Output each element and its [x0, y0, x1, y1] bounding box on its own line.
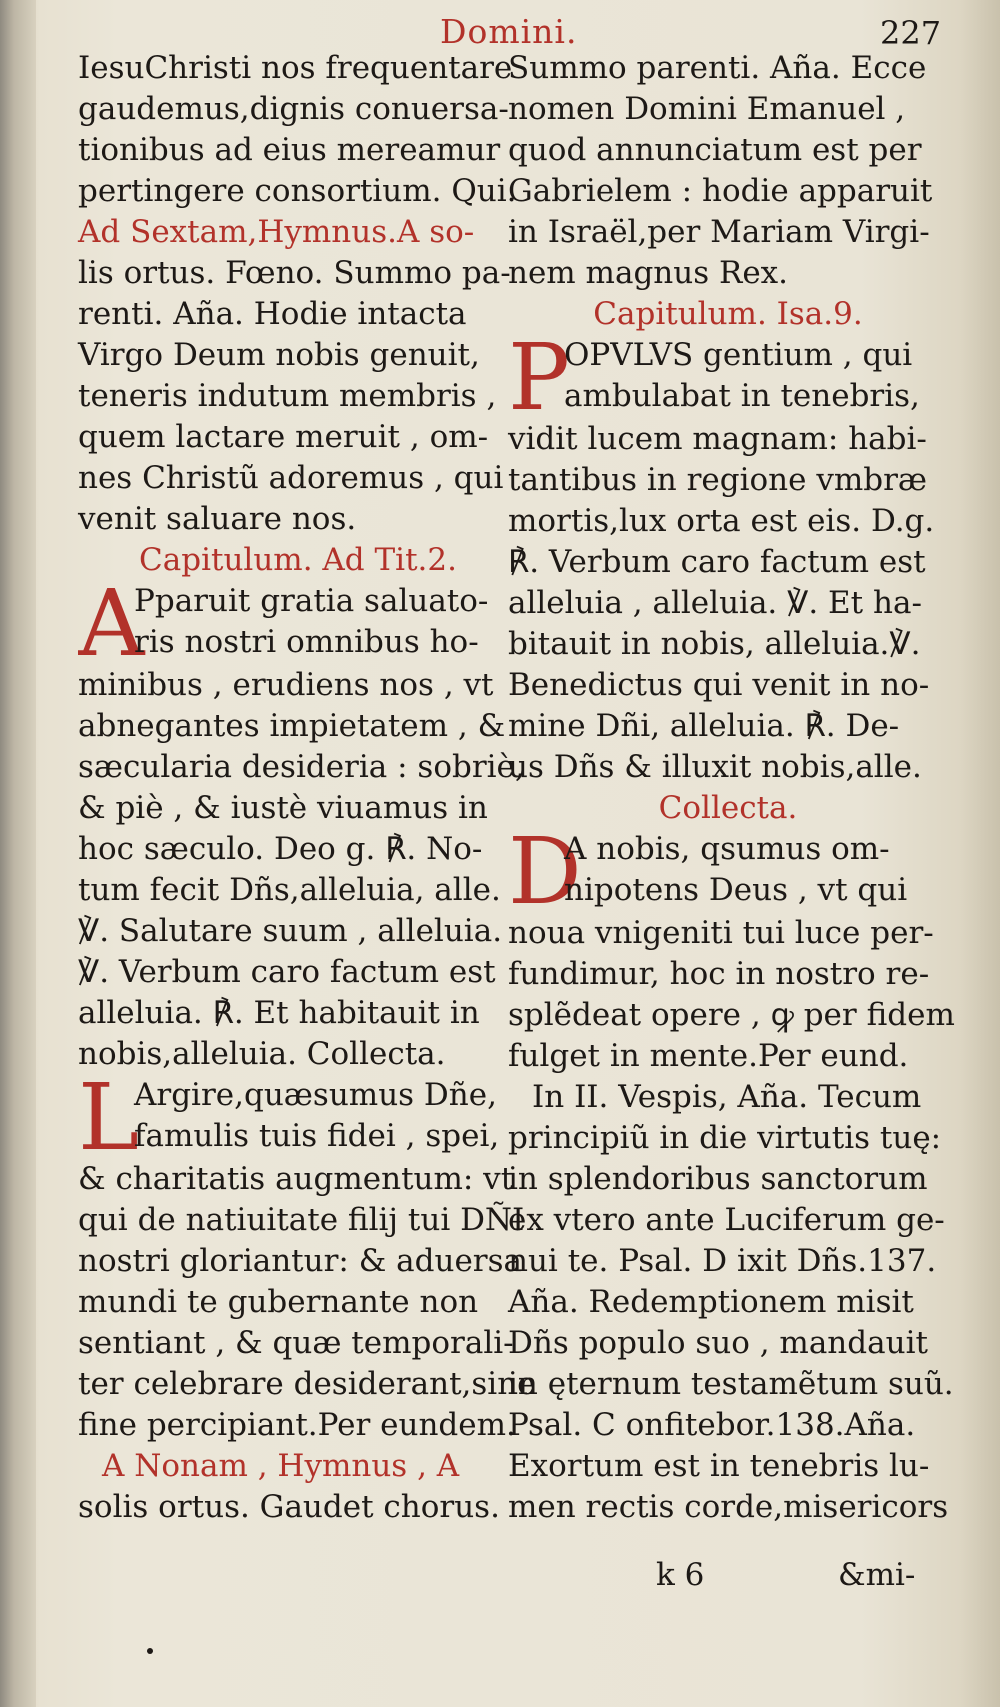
- text-line: nes Christũ adoremus , qui: [78, 460, 504, 496]
- text-line: in Israël,per Mariam Virgi-: [508, 214, 930, 250]
- text-line: Pparuit gratia saluato-: [134, 583, 489, 619]
- text-line: fundimur, hoc in nostro re-: [508, 956, 930, 992]
- text-line: in ęternum testamẽtum suũ.: [508, 1366, 954, 1402]
- text-line: teneris indutum membris ,: [78, 378, 497, 414]
- text-line: fine percipiant.Per eundem.: [78, 1407, 516, 1443]
- paragraph-populus: [508, 335, 948, 419]
- text-line: bitauit in nobis, alleluia.℣.: [508, 626, 921, 662]
- text-line: nipotens Deus , vt qui: [564, 872, 908, 908]
- running-head-title: Domini.: [440, 12, 578, 51]
- text-line: ambulabat in tenebris,: [564, 378, 920, 414]
- text-line: Gabrielem : hodie apparuit: [508, 173, 933, 209]
- text-line: lis ortus. Fœno. Summo pa-: [78, 255, 511, 291]
- text-line: principiũ in die virtutis tuę:: [508, 1120, 942, 1156]
- page-footer: [508, 1557, 948, 1598]
- text-line: A nobis, qsumus om-: [564, 831, 890, 867]
- text-line: famulis tuis fidei , spei,: [134, 1118, 500, 1154]
- right-column: [508, 48, 955, 1528]
- drop-cap-initial: L: [78, 1075, 140, 1159]
- text-line: gaudemus,dignis conuersa-: [78, 91, 509, 127]
- text-line: nomen Domini Emanuel ,: [508, 91, 906, 127]
- capitulum-heading: Capitulum. Isa.9.: [593, 296, 863, 332]
- text-line: Aña. Redemptionem misit: [508, 1284, 914, 1320]
- paragraph-largire: [78, 1075, 518, 1159]
- text-line: alleluia , alleluia. ℣. Et ha-: [508, 585, 922, 621]
- catchword: &mi-: [838, 1557, 916, 1593]
- text-line: venit saluare nos.: [78, 501, 357, 537]
- text-line: ℟. Verbum caro factum est: [508, 544, 926, 580]
- paragraph-da-nobis: [508, 829, 948, 913]
- text-line: solis ortus. Gaudet chorus.: [78, 1489, 500, 1525]
- text-line: IesuChristi nos frequentare: [78, 50, 513, 86]
- rubric-heading: A Nonam , Hymnus , A: [102, 1448, 460, 1484]
- text-line: Summo parenti. Aña. Ecce: [508, 50, 927, 86]
- text-line: & charitatis augmentum: vt: [78, 1161, 514, 1197]
- text-line: ℣. Salutare suum , alleluia.: [78, 913, 503, 949]
- paragraph-apparuit: [78, 581, 518, 665]
- text-line: & piè , & iustè viuamus in: [78, 790, 488, 826]
- text-line: Virgo Deum nobis genuit,: [78, 337, 480, 373]
- rubric-heading: Ad Sextam,Hymnus.A so-: [78, 214, 475, 250]
- text-line: ℣. Verbum caro factum est: [78, 954, 496, 990]
- text-line: alleluia. ℟. Et habitauit in: [78, 995, 480, 1031]
- text-line: renti. Aña. Hodie intacta: [78, 296, 467, 332]
- text-line: mortis,lux orta est eis. D.g.: [508, 503, 935, 539]
- text-line: quem lactare meruit , om-: [78, 419, 489, 455]
- text-line: noua vnigeniti tui luce per-: [508, 915, 934, 951]
- text-line: ter celebrare desiderant,sine: [78, 1366, 536, 1402]
- text-line: nui te. Psal. D ixit Dñs.137.: [508, 1243, 937, 1279]
- text-line: qui de natiuitate filij tui DÑI: [78, 1202, 525, 1238]
- text-line: In II. Vespis, Aña. Tecum: [532, 1079, 922, 1115]
- text-line: pertingere consortium. Qui.: [78, 173, 517, 209]
- text-line: ex vtero ante Luciferum ge-: [508, 1202, 945, 1238]
- text-line: Dñs populo suo , mandauit: [508, 1325, 928, 1361]
- text-line: mundi te gubernante non: [78, 1284, 479, 1320]
- text-line: hoc sæculo. Deo g. ℟. No-: [78, 831, 483, 867]
- ink-speck: [147, 1648, 153, 1654]
- text-line: tantibus in regione vmbræ: [508, 462, 928, 498]
- text-line: ris nostri omnibus ho-: [134, 624, 479, 660]
- text-line: us Dñs & illuxit nobis,alle.: [508, 749, 922, 785]
- text-line: fulget in mente.Per eund.: [508, 1038, 909, 1074]
- text-line: OPVLVS gentium , qui: [564, 337, 913, 373]
- text-line: sæcularia desideria : sobriè,: [78, 749, 525, 785]
- page-number: 227: [880, 14, 942, 52]
- text-line: nostri gloriantur: & aduersa: [78, 1243, 523, 1279]
- text-line: nem magnus Rex.: [508, 255, 788, 291]
- text-line: in splendoribus sanctorum: [508, 1161, 928, 1197]
- text-line: tionibus ad eius mereamur: [78, 132, 501, 168]
- text-line: Argire,quæsumus Dñe,: [134, 1077, 497, 1113]
- text-line: vidit lucem magnam: habi-: [508, 421, 927, 457]
- text-line: Exortum est in tenebris lu-: [508, 1448, 930, 1484]
- drop-cap-initial: A: [78, 581, 145, 665]
- text-line: Psal. C onfitebor.138.Aña.: [508, 1407, 916, 1443]
- drop-cap-initial: P: [508, 335, 570, 419]
- text-line: Benedictus qui venit in no-: [508, 667, 930, 703]
- text-line: splẽdeat opere , ꝙ per fidem: [508, 997, 955, 1033]
- text-line: tum fecit Dñs,alleluia, alle.: [78, 872, 501, 908]
- text-line: abnegantes impietatem , &: [78, 708, 506, 744]
- text-line: mine Dñi, alleluia. ℟. De-: [508, 708, 900, 744]
- text-line: sentiant , & quæ temporali-: [78, 1325, 514, 1361]
- text-line: quod annunciatum est per: [508, 132, 922, 168]
- left-column: [78, 48, 536, 1528]
- text-line: nobis,alleluia. Collecta.: [78, 1036, 446, 1072]
- collecta-heading: Collecta.: [658, 790, 798, 826]
- binding-gutter: [0, 0, 36, 1707]
- capitulum-heading: Capitulum. Ad Tit.2.: [139, 542, 457, 578]
- signature-mark: k 6: [656, 1557, 705, 1593]
- drop-cap-initial: D: [508, 829, 582, 913]
- text-line: men rectis corde,misericors: [508, 1489, 949, 1525]
- text-line: minibus , erudiens nos , vt: [78, 667, 494, 703]
